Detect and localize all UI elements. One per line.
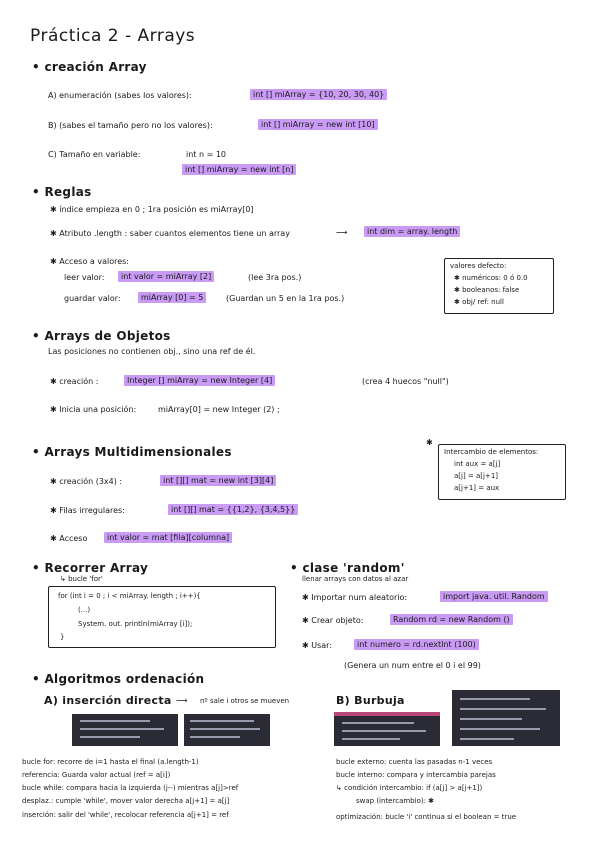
insercion-note: inserción: salir del 'while', recolocar referencia a[j+1] = ref (22, 811, 229, 819)
regla-indice: ✱ índice empieza en 0 ; 1ra posición es miArray[0] (50, 205, 254, 214)
recorrer-code-line: for (int i = 0 ; i < miArray. length ; i++){ (58, 592, 201, 600)
recorrer-code-line: System. out. println(miArray [i]); (78, 620, 193, 628)
regla-leer-note: (lee 3ra pos.) (248, 273, 302, 282)
regla-guardar-note: (Guardan un 5 en la 1ra pos.) (226, 294, 345, 303)
multi-creacion-code: int [][] mat = new int [3][4] (160, 475, 276, 486)
screenshot-line (342, 738, 400, 740)
asterisk-icon: ✱ (426, 438, 433, 447)
insercion-note: bucle while: compara hacia la izquierda (j--) mientras a[j]>ref (22, 784, 239, 792)
creacion-c-code: int [] miArray = new int [n] (182, 164, 296, 175)
burbuja-note: ↳ condición intercambio: if (a[j] > a[j+1]) (336, 784, 483, 792)
defaults-item: ✱ obj/ ref: null (454, 298, 504, 306)
regla-leer-code: int valor = miArray [2] (118, 271, 214, 282)
insercion-note: referencia: Guarda valor actual (ref = a[i]) (22, 771, 171, 779)
objetos-inicia-label: ✱ Inicia una posición: (50, 405, 137, 414)
regla-leer-label: leer valor: (64, 273, 105, 282)
multi-acceso-code: int valor = mat [fila][columna] (104, 532, 232, 543)
screenshot-line (460, 698, 530, 700)
regla-length-label: ✱ Atributo .length : saber cuantos elementos tiene un array (50, 229, 290, 238)
defaults-title: valores defecto: (450, 262, 507, 270)
random-importar-label: ✱ Importar num aleatorio: (302, 593, 408, 602)
random-sub: llenar arrays con datos al azar (302, 575, 409, 583)
section-reglas-heading: • Reglas (32, 185, 92, 199)
screenshot-line (460, 738, 514, 740)
screenshot-line (190, 728, 260, 730)
recorrer-bucle: ↳ bucle 'for' (60, 575, 103, 583)
creacion-b-code: int [] miArray = new int [10] (258, 119, 378, 130)
recorrer-code-line: } (60, 633, 65, 641)
random-usar-label: ✱ Usar: (302, 641, 333, 650)
insercion-note: desplaz.: cumple 'while', mover valor derecha a[j+1] = a[j] (22, 797, 230, 805)
objetos-inicia-code: miArray[0] = new Integer (2) ; (158, 405, 280, 414)
burbuja-note: bucle interno: compara y intercambia parejas (336, 771, 496, 779)
insercion-screenshot-1 (72, 714, 178, 746)
screenshot-line (190, 736, 240, 738)
burbuja-note: swap (intercambio): ✱ (356, 797, 435, 805)
objetos-creacion-note: (crea 4 huecos "null") (362, 377, 449, 386)
section-creacion-heading: • creación Array (32, 60, 147, 74)
random-usar-note: (Genera un num entre el 0 i el 99) (344, 661, 481, 670)
screenshot-line (80, 736, 140, 738)
arrow-icon: ⟶ (176, 696, 188, 705)
regla-acceso: ✱ Acceso a valores: (50, 257, 130, 266)
defaults-item: ✱ booleanos: false (454, 286, 520, 294)
burbuja-note: bucle externo: cuenta las pasadas n-1 veces (336, 758, 493, 766)
screenshot-line (460, 708, 546, 710)
creacion-b-label: B) (sabes el tamaño pero no los valores): (48, 121, 213, 130)
random-importar-code: import java. util. Random (440, 591, 548, 602)
screenshot-line (460, 728, 540, 730)
section-objetos-heading: • Arrays de Objetos (32, 329, 171, 343)
random-usar-code: int numero = rd.nextInt (100) (354, 639, 479, 650)
intercambio-line: a[j+1] = aux (454, 484, 500, 492)
intercambio-line: a[j] = a[j+1] (454, 472, 499, 480)
recorrer-code-line: (...) (78, 606, 91, 614)
random-crear-code: Random rd = new Random () (390, 614, 513, 625)
creacion-c-label: C) Tamaño en variable: (48, 150, 141, 159)
page-title: Práctica 2 - Arrays (30, 26, 196, 46)
screenshot-line (460, 718, 522, 720)
creacion-a-label: A) enumeración (sabes los valores): (48, 91, 192, 100)
objetos-creacion-label: ✱ creación : (50, 377, 99, 386)
burbuja-note: optimización: bucle 'i' continua si el boolean = true (336, 813, 517, 821)
insercion-arrow-note: nº sale i otros se mueven (200, 697, 290, 705)
multi-creacion-label: ✱ creación (3x4) : (50, 477, 123, 486)
intercambio-title: Intercambio de elementos: (444, 448, 539, 456)
screenshot-line (342, 730, 426, 732)
objetos-sub: Las posiciones no contienen obj., sino una ref de él. (48, 347, 256, 356)
screenshot-highlight-bar (334, 712, 440, 716)
creacion-a-code: int [] miArray = {10, 20, 30, 40} (250, 89, 387, 100)
random-crear-label: ✱ Crear objeto: (302, 616, 364, 625)
screenshot-line (190, 720, 254, 722)
arrow-icon: ⟶ (336, 228, 348, 237)
intercambio-line: int aux = a[j] (454, 460, 501, 468)
defaults-item: ✱ numéricos: 0 ó 0.0 (454, 274, 528, 282)
section-random-heading: • clase 'random' (290, 561, 405, 575)
regla-guardar-label: guardar valor: (64, 294, 121, 303)
multi-acceso-label: ✱ Acceso (50, 534, 88, 543)
regla-length-code: int dim = array. length (364, 226, 460, 237)
screenshot-line (80, 728, 164, 730)
section-multi-heading: • Arrays Multidimensionales (32, 445, 232, 459)
burbuja-title: B) Burbuja (336, 694, 405, 707)
regla-guardar-code: miArray [0] = 5 (138, 292, 206, 303)
section-recorrer-heading: • Recorrer Array (32, 561, 149, 575)
screenshot-line (342, 722, 414, 724)
multi-filas-label: ✱ Filas irregulares: (50, 506, 125, 515)
section-algoritmos-heading: • Algoritmos ordenación (32, 672, 205, 686)
insercion-title: A) inserción directa (44, 694, 172, 707)
creacion-c-line1: int n = 10 (186, 150, 227, 159)
multi-filas-code: int [][] mat = {{1,2}, {3,4,5}} (168, 504, 298, 515)
objetos-creacion-code: Integer [] miArray = new Integer [4] (124, 375, 275, 386)
screenshot-line (80, 720, 150, 722)
insercion-screenshot-2 (184, 714, 270, 746)
insercion-note: bucle for: recorre de i=1 hasta el final (a.length-1) (22, 758, 199, 766)
